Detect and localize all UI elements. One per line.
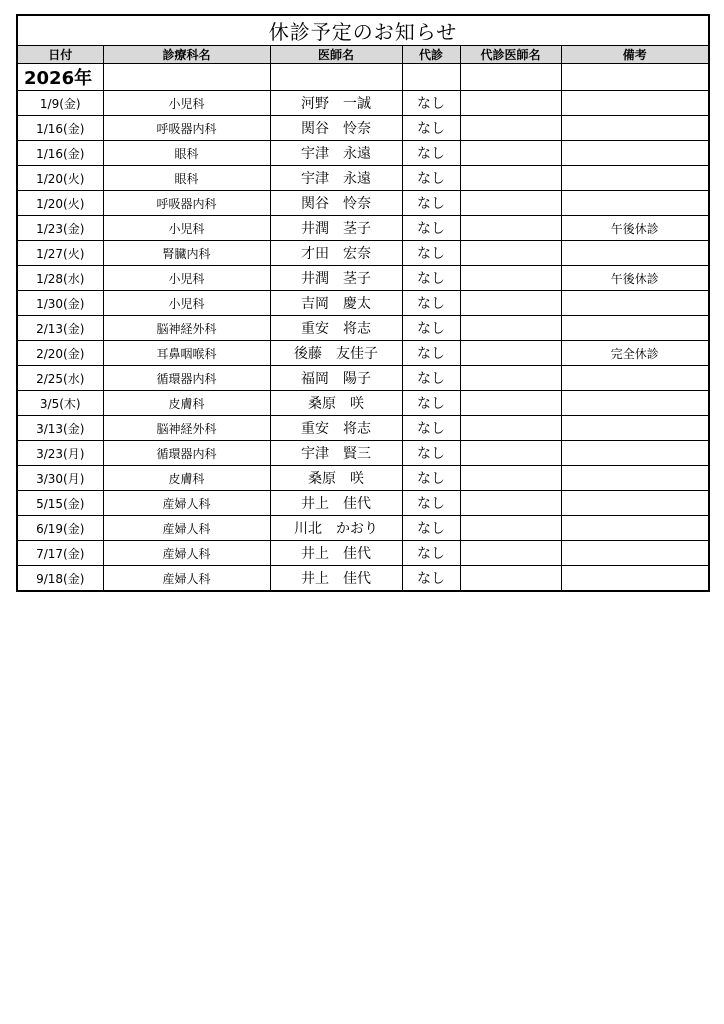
- date-cell: 2/20(金): [17, 341, 103, 366]
- substitute-cell: なし: [402, 416, 460, 441]
- doctor-cell: 河野 一誠: [270, 91, 402, 116]
- empty-cell: [270, 64, 402, 91]
- substitute-doctor-cell: [460, 316, 561, 341]
- header-substitute: 代診: [402, 46, 460, 64]
- date-cell: 6/19(金): [17, 516, 103, 541]
- table-row: [17, 316, 709, 341]
- substitute-doctor-cell: [460, 391, 561, 416]
- table-row: [17, 266, 709, 291]
- department-cell: 皮膚科: [103, 391, 270, 416]
- doctor-cell: 桑原 咲: [270, 391, 402, 416]
- substitute-cell: なし: [402, 291, 460, 316]
- remarks-cell: [561, 441, 709, 466]
- substitute-cell: なし: [402, 316, 460, 341]
- closure-notice-sheet: [16, 14, 708, 592]
- doctor-cell: 関谷 怜奈: [270, 116, 402, 141]
- table-row: [17, 541, 709, 566]
- table-row: [17, 166, 709, 191]
- table-row: [17, 216, 709, 241]
- remarks-cell: [561, 241, 709, 266]
- date-cell: 1/23(金): [17, 216, 103, 241]
- date-cell: 1/16(金): [17, 141, 103, 166]
- substitute-cell: なし: [402, 191, 460, 216]
- date-cell: 1/27(火): [17, 241, 103, 266]
- table-row: [17, 516, 709, 541]
- substitute-doctor-cell: [460, 116, 561, 141]
- department-cell: 小児科: [103, 216, 270, 241]
- date-cell: 1/30(金): [17, 291, 103, 316]
- table-row: [17, 191, 709, 216]
- doctor-cell: 川北 かおり: [270, 516, 402, 541]
- date-cell: 5/15(金): [17, 491, 103, 516]
- substitute-cell: なし: [402, 116, 460, 141]
- header-date: 日付: [17, 46, 103, 64]
- department-cell: 産婦人科: [103, 516, 270, 541]
- department-cell: 眼科: [103, 141, 270, 166]
- substitute-doctor-cell: [460, 166, 561, 191]
- doctor-cell: 後藤 友佳子: [270, 341, 402, 366]
- remarks-cell: [561, 366, 709, 391]
- empty-cell: [103, 64, 270, 91]
- department-cell: 小児科: [103, 266, 270, 291]
- doctor-cell: 井上 佳代: [270, 491, 402, 516]
- department-cell: 腎臓内科: [103, 241, 270, 266]
- remarks-cell: [561, 141, 709, 166]
- substitute-doctor-cell: [460, 341, 561, 366]
- substitute-cell: なし: [402, 516, 460, 541]
- remarks-cell: [561, 516, 709, 541]
- table-row: [17, 241, 709, 266]
- header-department: 診療科名: [103, 46, 270, 64]
- empty-cell: [460, 64, 561, 91]
- empty-cell: [561, 64, 709, 91]
- date-cell: 1/20(火): [17, 191, 103, 216]
- substitute-cell: なし: [402, 216, 460, 241]
- date-cell: 3/30(月): [17, 466, 103, 491]
- doctor-cell: 福岡 陽子: [270, 366, 402, 391]
- title-row: [17, 15, 709, 46]
- closure-schedule-table: [16, 14, 710, 592]
- header-doctor: 医師名: [270, 46, 402, 64]
- substitute-cell: なし: [402, 341, 460, 366]
- table-row: [17, 491, 709, 516]
- substitute-doctor-cell: [460, 141, 561, 166]
- date-cell: 9/18(金): [17, 566, 103, 592]
- department-cell: 産婦人科: [103, 491, 270, 516]
- date-cell: 3/23(月): [17, 441, 103, 466]
- substitute-doctor-cell: [460, 266, 561, 291]
- department-cell: 循環器内科: [103, 441, 270, 466]
- doctor-cell: 井上 佳代: [270, 541, 402, 566]
- substitute-cell: なし: [402, 266, 460, 291]
- department-cell: 呼吸器内科: [103, 116, 270, 141]
- table-row: [17, 566, 709, 592]
- department-cell: 脳神経外科: [103, 316, 270, 341]
- page-title: 休診予定のお知らせ: [17, 15, 709, 46]
- department-cell: 耳鼻咽喉科: [103, 341, 270, 366]
- doctor-cell: 重安 将志: [270, 416, 402, 441]
- empty-cell: [402, 64, 460, 91]
- header-row: [17, 46, 709, 64]
- department-cell: 産婦人科: [103, 566, 270, 592]
- table-row: [17, 341, 709, 366]
- substitute-cell: なし: [402, 141, 460, 166]
- remarks-cell: [561, 541, 709, 566]
- remarks-cell: [561, 391, 709, 416]
- doctor-cell: 宇津 永遠: [270, 141, 402, 166]
- date-cell: 1/16(金): [17, 116, 103, 141]
- table-row: [17, 291, 709, 316]
- date-cell: 2/13(金): [17, 316, 103, 341]
- substitute-doctor-cell: [460, 291, 561, 316]
- substitute-doctor-cell: [460, 566, 561, 592]
- remarks-cell: [561, 316, 709, 341]
- substitute-doctor-cell: [460, 516, 561, 541]
- department-cell: 小児科: [103, 291, 270, 316]
- table-row: [17, 91, 709, 116]
- substitute-cell: なし: [402, 441, 460, 466]
- substitute-cell: なし: [402, 91, 460, 116]
- remarks-cell: [561, 466, 709, 491]
- date-cell: 1/28(水): [17, 266, 103, 291]
- date-cell: 1/9(金): [17, 91, 103, 116]
- header-remarks: 備考: [561, 46, 709, 64]
- substitute-doctor-cell: [460, 491, 561, 516]
- table-row: [17, 366, 709, 391]
- substitute-doctor-cell: [460, 366, 561, 391]
- department-cell: 産婦人科: [103, 541, 270, 566]
- substitute-cell: なし: [402, 391, 460, 416]
- doctor-cell: 重安 将志: [270, 316, 402, 341]
- substitute-cell: なし: [402, 541, 460, 566]
- table-row: [17, 141, 709, 166]
- remarks-cell: 午後休診: [561, 216, 709, 241]
- remarks-cell: [561, 291, 709, 316]
- date-cell: 2/25(水): [17, 366, 103, 391]
- remarks-cell: [561, 491, 709, 516]
- doctor-cell: 井上 佳代: [270, 566, 402, 592]
- table-row: [17, 116, 709, 141]
- year-label: 2026年: [17, 64, 103, 91]
- table-row: [17, 391, 709, 416]
- department-cell: 呼吸器内科: [103, 191, 270, 216]
- table-row: [17, 466, 709, 491]
- remarks-cell: [561, 566, 709, 592]
- substitute-cell: なし: [402, 466, 460, 491]
- substitute-cell: なし: [402, 241, 460, 266]
- date-cell: 3/5(木): [17, 391, 103, 416]
- date-cell: 7/17(金): [17, 541, 103, 566]
- substitute-doctor-cell: [460, 241, 561, 266]
- department-cell: 皮膚科: [103, 466, 270, 491]
- substitute-cell: なし: [402, 566, 460, 592]
- remarks-cell: [561, 416, 709, 441]
- substitute-doctor-cell: [460, 541, 561, 566]
- doctor-cell: 関谷 怜奈: [270, 191, 402, 216]
- doctor-cell: 才田 宏奈: [270, 241, 402, 266]
- doctor-cell: 桑原 咲: [270, 466, 402, 491]
- remarks-cell: [561, 166, 709, 191]
- substitute-cell: なし: [402, 366, 460, 391]
- doctor-cell: 吉岡 慶太: [270, 291, 402, 316]
- year-row: [17, 64, 709, 91]
- substitute-cell: なし: [402, 491, 460, 516]
- substitute-doctor-cell: [460, 441, 561, 466]
- table-row: [17, 441, 709, 466]
- remarks-cell: [561, 91, 709, 116]
- substitute-doctor-cell: [460, 216, 561, 241]
- table-row: [17, 416, 709, 441]
- substitute-doctor-cell: [460, 191, 561, 216]
- date-cell: 3/13(金): [17, 416, 103, 441]
- doctor-cell: 井潤 茎子: [270, 266, 402, 291]
- department-cell: 脳神経外科: [103, 416, 270, 441]
- date-cell: 1/20(火): [17, 166, 103, 191]
- remarks-cell: [561, 116, 709, 141]
- substitute-cell: なし: [402, 166, 460, 191]
- remarks-cell: 午後休診: [561, 266, 709, 291]
- substitute-doctor-cell: [460, 91, 561, 116]
- doctor-cell: 宇津 賢三: [270, 441, 402, 466]
- department-cell: 循環器内科: [103, 366, 270, 391]
- doctor-cell: 宇津 永遠: [270, 166, 402, 191]
- remarks-cell: 完全休診: [561, 341, 709, 366]
- substitute-doctor-cell: [460, 416, 561, 441]
- department-cell: 眼科: [103, 166, 270, 191]
- header-substitute-doctor: 代診医師名: [460, 46, 561, 64]
- remarks-cell: [561, 191, 709, 216]
- department-cell: 小児科: [103, 91, 270, 116]
- substitute-doctor-cell: [460, 466, 561, 491]
- doctor-cell: 井潤 茎子: [270, 216, 402, 241]
